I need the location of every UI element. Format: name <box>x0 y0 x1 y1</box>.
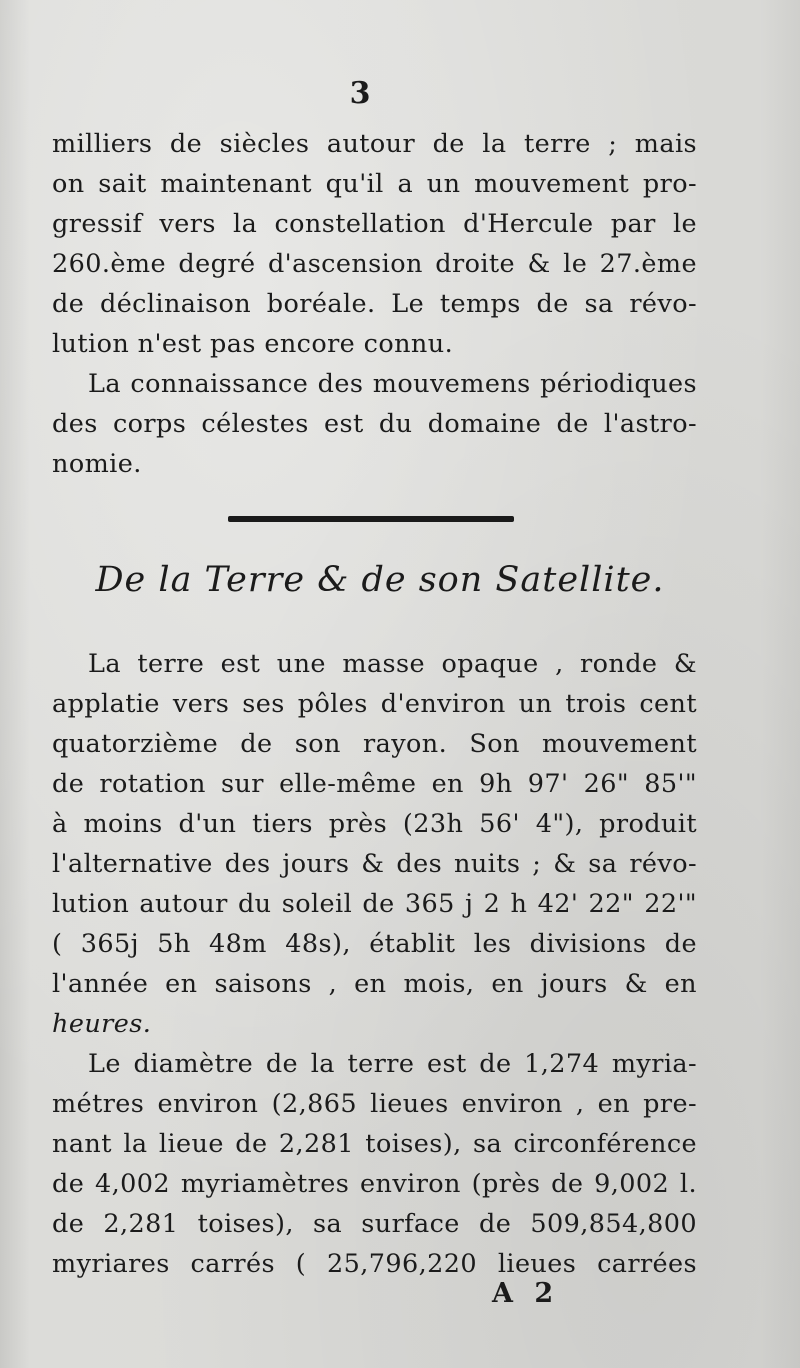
text-line: La connaissance des mouvemens périodiques <box>88 369 697 399</box>
text-line: l'année en saisons , en mois, en jours & en <box>52 969 697 999</box>
text-line: nant la lieue de 2,281 toises), sa circonférence <box>52 1129 697 1159</box>
text-line: de rotation sur elle-même en 9h 97' 26" 85'" <box>52 769 697 799</box>
text-line: nomie. <box>52 449 142 479</box>
text-line: de 4,002 myriamètres environ (près de 9,002 l. <box>52 1169 697 1199</box>
page-number: 3 <box>349 76 371 111</box>
text-line: Le diamètre de la terre est de 1,274 myria- <box>88 1049 697 1079</box>
text-line: myriares carrés ( 25,796,220 lieues carrées <box>52 1249 697 1279</box>
signature-mark: A 2 <box>492 1278 560 1309</box>
text-line: 260.ème degré d'ascension droite & le 27.ème <box>52 249 697 279</box>
text-line: applatie vers ses pôles d'environ un trois cent <box>52 689 697 719</box>
text-line: à moins d'un tiers près (23h 56' 4"), produit <box>52 809 697 839</box>
text-line: La terre est une masse opaque , ronde & <box>88 649 697 679</box>
body-text-bottom <box>52 644 697 1284</box>
text-line: quatorzième de son rayon. Son mouvement <box>52 729 697 759</box>
text-line: ( 365j 5h 48m 48s), établit les divisions de <box>52 929 697 959</box>
text-line: des corps célestes est du domaine de l'astro- <box>52 409 697 439</box>
text-line: de 2,281 toises), sa surface de 509,854,800 <box>52 1209 697 1239</box>
text-line: lution n'est pas encore connu. <box>52 329 454 359</box>
text-line: de déclinaison boréale. Le temps de sa révo- <box>52 289 697 319</box>
text-line: on sait maintenant qu'il a un mouvement pro- <box>52 169 697 199</box>
text-line: gressif vers la constellation d'Hercule par le <box>52 209 697 239</box>
text-line: l'alternative des jours & des nuits ; & sa révo- <box>52 849 697 879</box>
section-title: De la Terre & de son Satellite. <box>95 560 665 600</box>
body-text-top <box>52 124 697 484</box>
text-line: lution autour du soleil de 365 j 2 h 42' 22" 22'" <box>52 889 697 919</box>
text-line: milliers de siècles autour de la terre ; mais <box>52 129 697 159</box>
section-divider-rule <box>228 516 514 522</box>
text-line: heures. <box>52 1009 152 1039</box>
text-line: métres environ (2,865 lieues environ , en pre- <box>52 1089 697 1119</box>
